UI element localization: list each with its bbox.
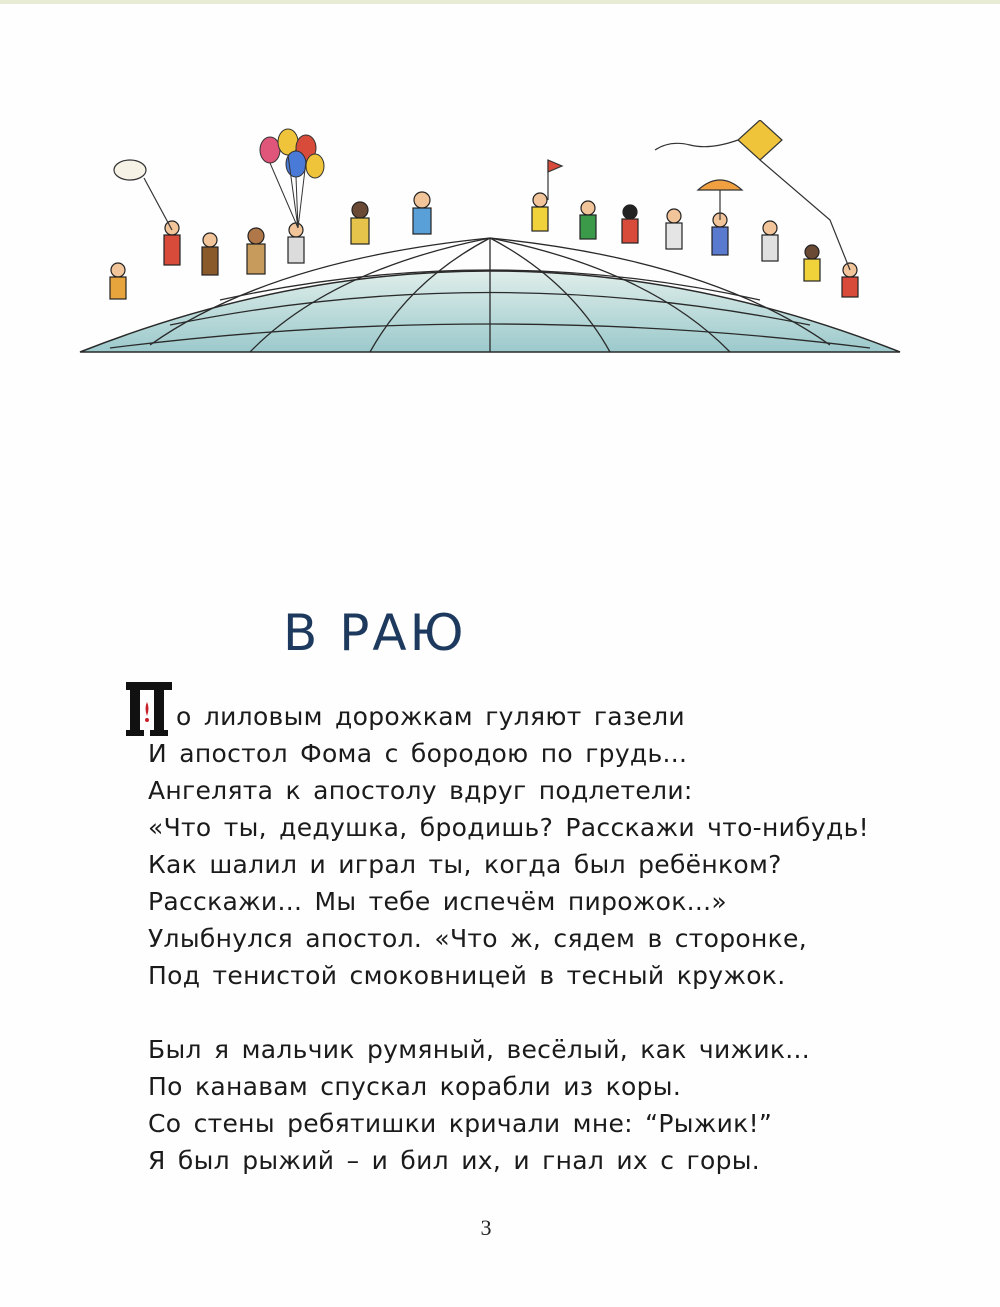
poem-line: Со стены ребятишки кричали мне: “Рыжик!” [148, 1109, 773, 1138]
poem-line: Ангелята к апостолу вдруг подлетели: [148, 776, 693, 805]
stanza-2 [148, 1031, 908, 1179]
poem-line [148, 698, 908, 735]
poem-body [148, 698, 908, 1179]
poem-line: Расскажи... Мы тебе испечём пирожок...» [148, 887, 727, 916]
page-number: 3 [480, 1215, 492, 1240]
first-line-text: о лиловым дорожкам гуляют газели [176, 702, 685, 731]
poem-title: В РАЮ [283, 604, 467, 662]
poem-line: Как шалил и играл ты, когда был ребёнком? [148, 850, 782, 879]
globe-children-illustration [70, 120, 910, 360]
poem-line: Под тенистой смоковницей в тесный кружок. [148, 961, 786, 990]
poem-line: Я был рыжий – и бил их, и гнал их с горы. [148, 1146, 761, 1175]
drop-cap [124, 676, 176, 738]
poem-line: Был я мальчик румяный, весёлый, как чижик... [148, 1035, 811, 1064]
poem-line: «Что ты, дедушка, бродишь? Расскажи что-нибудь! [148, 813, 869, 842]
poem-line: По канавам спускал корабли из коры. [148, 1072, 682, 1101]
stanza-1 [148, 698, 908, 994]
poem-line: И апостол Фома с бородою по грудь... [148, 739, 688, 768]
top-edge [0, 0, 1000, 4]
poem-line: Улыбнулся апостол. «Что ж, сядем в сторонке, [148, 924, 807, 953]
